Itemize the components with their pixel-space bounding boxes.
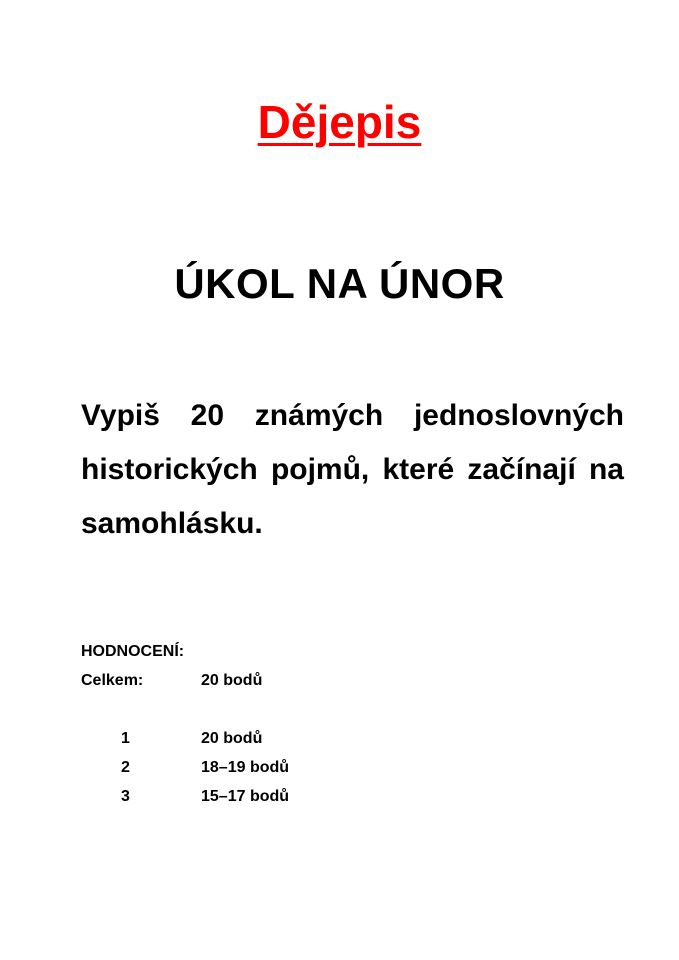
subject-title-text: Dějepis xyxy=(257,96,422,148)
total-value: 20 bodů xyxy=(201,672,263,689)
grade-row xyxy=(81,782,481,811)
grading-title: HODNOCENÍ: xyxy=(81,643,185,660)
grade-number: 1 xyxy=(121,730,130,747)
grade-number: 2 xyxy=(121,759,130,776)
grading-section xyxy=(81,637,481,811)
grading-total-row xyxy=(81,666,481,695)
total-label: Celkem: xyxy=(81,672,144,689)
subject-title xyxy=(0,92,679,152)
grade-points: 15–17 bodů xyxy=(201,788,290,805)
grade-number: 3 xyxy=(121,788,130,805)
grade-row xyxy=(81,724,481,753)
grade-points: 18–19 bodů xyxy=(201,759,290,776)
grade-row xyxy=(81,753,481,782)
grading-title-row xyxy=(81,637,481,666)
grading-spacer xyxy=(81,695,481,724)
task-text: Vypiš 20 známých jednoslovných historických pojmů, které začínají na samohlásku. xyxy=(81,399,624,540)
assignment-heading: ÚKOL NA ÚNOR xyxy=(174,260,505,307)
grade-points: 20 bodů xyxy=(201,730,263,747)
